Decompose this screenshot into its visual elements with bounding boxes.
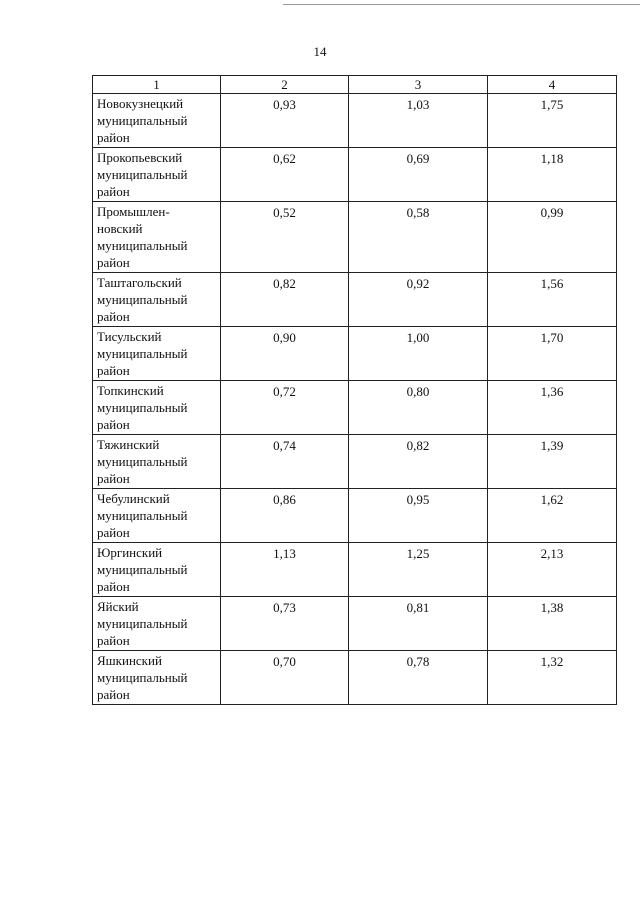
- district-name-line: Яшкинский: [97, 653, 162, 668]
- district-name-line: район: [97, 417, 130, 432]
- table-row: [93, 148, 617, 202]
- district-name-cell: [93, 651, 221, 705]
- header-row: [93, 76, 617, 94]
- column-header: 1: [93, 76, 221, 94]
- value-cell-col2: 0,82: [221, 273, 349, 327]
- value-cell-col3: 1,25: [349, 543, 488, 597]
- district-name-line: новский: [97, 221, 143, 236]
- district-name-line: муниципальный: [97, 508, 188, 523]
- value-cell-col2: 0,86: [221, 489, 349, 543]
- value-cell-col4: 1,18: [488, 148, 617, 202]
- district-name-line: район: [97, 255, 130, 270]
- value-cell-col2: 0,73: [221, 597, 349, 651]
- value-cell-col3: 0,95: [349, 489, 488, 543]
- value-cell-col2: 1,13: [221, 543, 349, 597]
- value-cell-col3: 0,82: [349, 435, 488, 489]
- table-row: [93, 489, 617, 543]
- column-header: 3: [349, 76, 488, 94]
- column-header: 4: [488, 76, 617, 94]
- district-name-cell: [93, 597, 221, 651]
- table-row: [93, 597, 617, 651]
- value-cell-col3: 0,58: [349, 202, 488, 273]
- district-name-cell: [93, 327, 221, 381]
- value-cell-col3: 1,00: [349, 327, 488, 381]
- district-name-line: район: [97, 525, 130, 540]
- value-cell-col4: 1,39: [488, 435, 617, 489]
- district-name-line: район: [97, 363, 130, 378]
- district-name-cell: [93, 489, 221, 543]
- value-cell-col3: 0,69: [349, 148, 488, 202]
- table-row: [93, 202, 617, 273]
- district-name-line: Тяжинский: [97, 437, 160, 452]
- table-row: [93, 651, 617, 705]
- value-cell-col4: 2,13: [488, 543, 617, 597]
- district-name-line: район: [97, 471, 130, 486]
- district-name-line: Тисульский: [97, 329, 162, 344]
- district-name-cell: [93, 148, 221, 202]
- district-name-line: Юргинский: [97, 545, 163, 560]
- value-cell-col3: 1,03: [349, 94, 488, 148]
- table-row: [93, 94, 617, 148]
- value-cell-col2: 0,74: [221, 435, 349, 489]
- district-name-line: Прокопьевский: [97, 150, 183, 165]
- table-row: [93, 381, 617, 435]
- district-name-cell: [93, 543, 221, 597]
- district-name-line: муниципальный: [97, 562, 188, 577]
- district-name-line: Промышлен-: [97, 204, 170, 219]
- value-cell-col4: 1,62: [488, 489, 617, 543]
- column-header: 2: [221, 76, 349, 94]
- table-row: [93, 327, 617, 381]
- district-name-line: район: [97, 184, 130, 199]
- district-name-line: Чебулинский: [97, 491, 170, 506]
- district-name-cell: [93, 273, 221, 327]
- table-row: [93, 273, 617, 327]
- district-name-line: муниципальный: [97, 346, 188, 361]
- data-table: [92, 75, 617, 705]
- value-cell-col4: 1,56: [488, 273, 617, 327]
- value-cell-col4: 1,32: [488, 651, 617, 705]
- district-name-cell: [93, 202, 221, 273]
- district-name-line: район: [97, 687, 130, 702]
- value-cell-col4: 1,38: [488, 597, 617, 651]
- district-name-line: Топкинский: [97, 383, 164, 398]
- table-body: [93, 94, 617, 705]
- district-name-cell: [93, 94, 221, 148]
- district-name-line: Таштагольский: [97, 275, 182, 290]
- value-cell-col2: 0,70: [221, 651, 349, 705]
- district-name-line: муниципальный: [97, 238, 188, 253]
- district-name-line: район: [97, 309, 130, 324]
- table-row: [93, 543, 617, 597]
- table-row: [93, 435, 617, 489]
- district-name-line: район: [97, 130, 130, 145]
- district-name-line: Яйский: [97, 599, 139, 614]
- district-name-line: муниципальный: [97, 670, 188, 685]
- district-name-line: муниципальный: [97, 616, 188, 631]
- district-name-cell: [93, 381, 221, 435]
- value-cell-col3: 0,80: [349, 381, 488, 435]
- district-name-line: муниципальный: [97, 400, 188, 415]
- value-cell-col3: 0,92: [349, 273, 488, 327]
- district-name-line: муниципальный: [97, 454, 188, 469]
- value-cell-col2: 0,62: [221, 148, 349, 202]
- district-name-line: Новокузнецкий: [97, 96, 184, 111]
- value-cell-col3: 0,81: [349, 597, 488, 651]
- district-name-cell: [93, 435, 221, 489]
- district-name-line: район: [97, 633, 130, 648]
- value-cell-col2: 0,52: [221, 202, 349, 273]
- value-cell-col2: 0,90: [221, 327, 349, 381]
- district-name-line: район: [97, 579, 130, 594]
- top-rule: [283, 4, 640, 5]
- value-cell-col4: 1,36: [488, 381, 617, 435]
- district-name-line: муниципальный: [97, 113, 188, 128]
- district-name-line: муниципальный: [97, 167, 188, 182]
- value-cell-col2: 0,93: [221, 94, 349, 148]
- page-number: 14: [313, 44, 327, 59]
- value-cell-col4: 1,75: [488, 94, 617, 148]
- value-cell-col4: 1,70: [488, 327, 617, 381]
- value-cell-col4: 0,99: [488, 202, 617, 273]
- value-cell-col2: 0,72: [221, 381, 349, 435]
- district-name-line: муниципальный: [97, 292, 188, 307]
- value-cell-col3: 0,78: [349, 651, 488, 705]
